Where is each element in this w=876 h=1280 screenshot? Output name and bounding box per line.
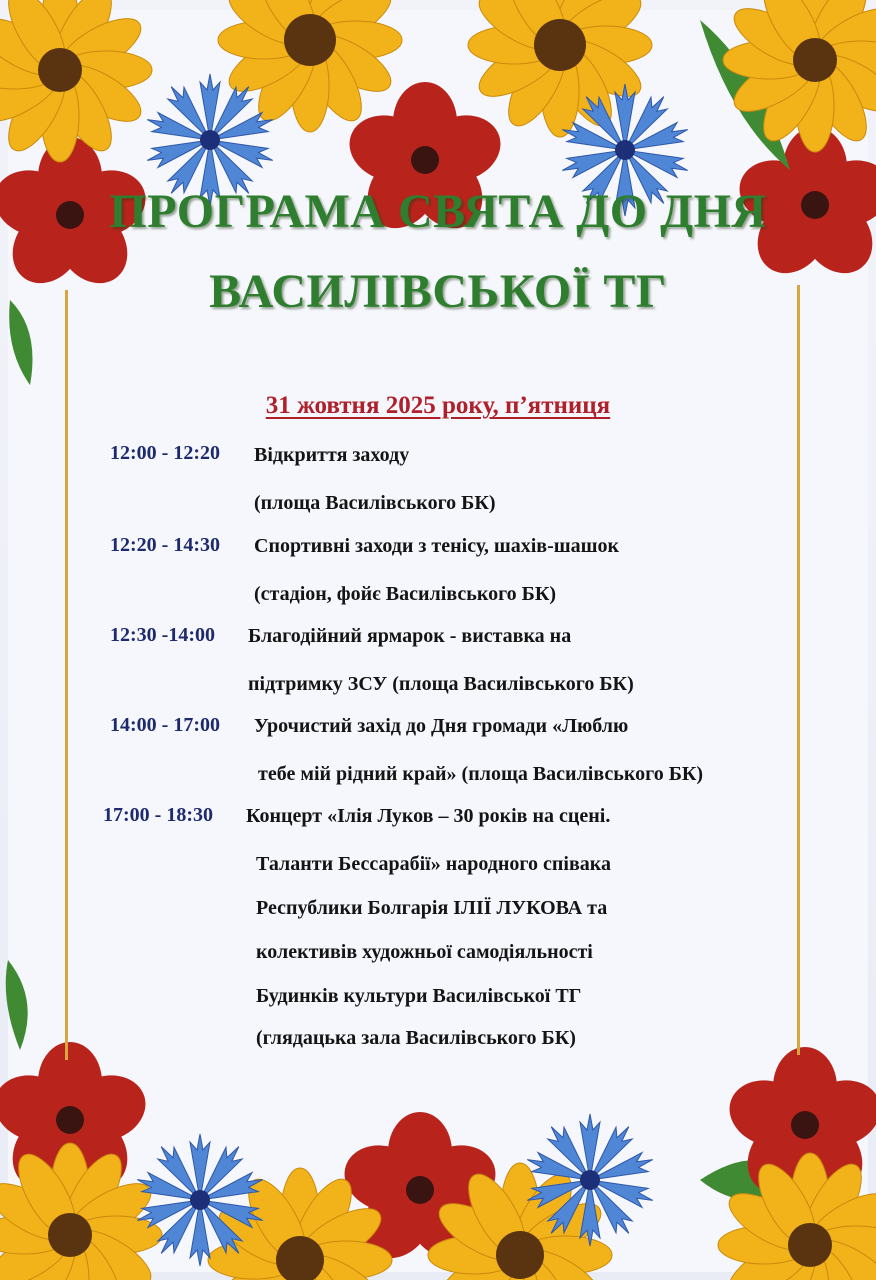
schedule-line: Благодійний ярмарок - виставка на — [248, 625, 572, 647]
schedule-time: 12:20 - 14:30 — [110, 534, 220, 556]
schedule-line: Будинків культури Василівської ТГ — [256, 985, 582, 1007]
event-date — [0, 393, 876, 418]
schedule-line: Урочистий захід до Дня громади «Люблю — [254, 715, 629, 737]
schedule-line: Таланти Бессарабії» народного співака — [256, 853, 611, 875]
schedule-line: Республики Болгарія ІЛІЇ ЛУКОВА та — [256, 897, 608, 919]
schedule-line: Концерт «Ілія Луков – 30 років на сцені. — [246, 805, 611, 827]
schedule-time: 12:30 -14:00 — [110, 624, 215, 646]
poster-title-line-1: ПРОГРАМА СВЯТА ДО ДНЯ — [109, 185, 767, 238]
schedule-line: (глядацька зала Василівського БК) — [256, 1027, 576, 1049]
schedule-time: 17:00 - 18:30 — [103, 804, 213, 826]
schedule-time: 12:00 - 12:20 — [110, 442, 220, 464]
schedule-line: тебе мій рідний край» (площа Василівського БК) — [258, 763, 704, 785]
schedule-line: (стадіон, фойє Василівського БК) — [254, 583, 557, 605]
poster-title-line-2: ВАСИЛІВСЬКОЇ ТГ — [209, 265, 667, 318]
schedule-time: 14:00 - 17:00 — [110, 714, 220, 736]
event-date-text: 31 жовтня 2025 року, п’ятниця — [265, 392, 611, 419]
schedule-line: (площа Василівського БК) — [254, 492, 496, 514]
schedule-line: Спортивні заходи з тенісу, шахів-шашок — [254, 535, 620, 557]
schedule-line: підтримку ЗСУ (площа Василівського БК) — [248, 673, 634, 695]
schedule-line: колективів художньої самодіяльності — [256, 941, 593, 963]
schedule-line: Відкриття заходу — [254, 444, 410, 466]
